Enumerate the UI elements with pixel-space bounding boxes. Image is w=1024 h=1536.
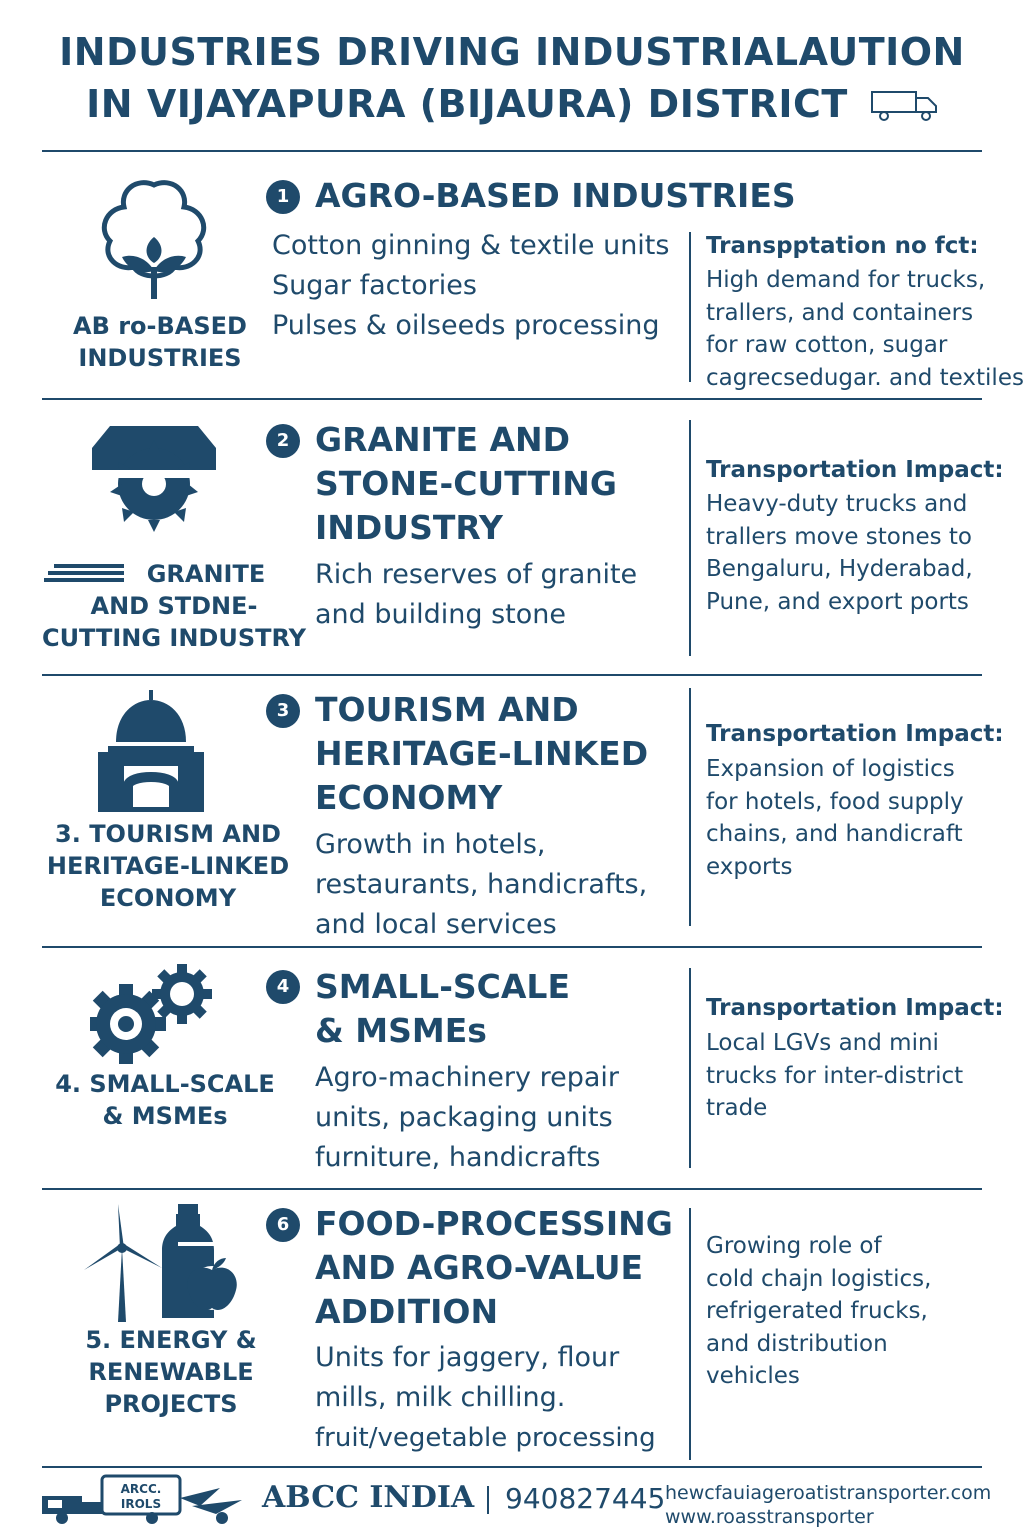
section-number-badge: 4	[266, 970, 300, 1004]
company-logo-truck-icon	[42, 1474, 248, 1526]
icon-label: 4. SMALL-SCALE & MSMEs	[55, 1070, 275, 1130]
impact-title: Transportation Impact:	[706, 995, 1004, 1021]
page-title-line-1: INDUSTRIES DRIVING INDUSTRIALAUTION	[59, 30, 965, 74]
logo-text-2: IROLS	[120, 1497, 162, 1511]
section-number-badge: 3	[266, 694, 300, 728]
footer-separator	[487, 1486, 489, 1514]
wind-turbine-bottle-icon	[84, 1204, 238, 1322]
divider	[42, 398, 982, 400]
brand-name: ABCC INDIA	[262, 1480, 475, 1515]
divider	[42, 674, 982, 676]
impact-title: Transportation Impact:	[706, 721, 1004, 747]
section-number-badge: 2	[266, 424, 300, 458]
icon-label: 5. ENERGY & RENEWABLE PROJECTS	[85, 1326, 257, 1418]
column-divider	[689, 420, 691, 656]
section-heading: TOURISM AND HERITAGE-LINKED ECONOMY	[315, 690, 649, 817]
section-description: Agro-machinery repair units, packaging units furniture, handicrafts	[315, 1062, 619, 1173]
section-heading: AGRO-BASED INDUSTRIES	[315, 176, 796, 215]
icon-label: GRANITE AND STDNE- CUTTING INDUSTRY	[41, 560, 307, 652]
logo-text-1: ARCC.	[120, 1482, 162, 1496]
divider	[42, 1188, 982, 1190]
section-description: Rich reserves of granite and building stone	[315, 559, 638, 630]
phone-number[interactable]: 940827445	[505, 1482, 666, 1515]
column-divider	[689, 968, 691, 1168]
website-link-2[interactable]: www.roasstransporter	[665, 1506, 874, 1528]
impact-text: High demand for trucks, trallers, and containers for raw cotton, sugar cagrecsedugar. and textiles	[706, 267, 1024, 391]
impact-text: Heavy-duty trucks and trallers move stones to Bengaluru, Hyderabad, Pune, and export ports	[706, 491, 973, 615]
section-description: Growth in hotels, restaurants, handicrafts, and local services	[315, 829, 648, 940]
section-number-badge: 6	[266, 1208, 300, 1242]
impact-title: Transportation Impact:	[706, 457, 1004, 483]
section-description: Cotton ginning & textile units Sugar factories Pulses & oilseeds processing	[272, 230, 670, 341]
column-divider	[689, 232, 691, 382]
cotton-plant-icon	[92, 175, 216, 300]
column-divider	[689, 1208, 691, 1460]
section-heading: GRANITE AND STONE-CUTTING INDUSTRY	[315, 420, 617, 547]
impact-title: Transpptation no fct:	[706, 233, 979, 259]
heritage-dome-icon	[98, 690, 204, 812]
section-number-badge: 1	[266, 180, 300, 214]
column-divider	[689, 688, 691, 926]
page-title-line-2: IN VIJAYAPURA (BIJAURA) DISTRICT	[86, 82, 848, 126]
truck-icon	[870, 84, 940, 124]
divider	[42, 150, 982, 152]
section-description: Units for jaggery, flour mills, milk chilling. fruit/vegetable processing	[315, 1342, 656, 1453]
section-heading: FOOD-PROCESSING AND AGRO-VALUE ADDITION	[315, 1204, 673, 1331]
stone-saw-icon	[88, 422, 220, 542]
impact-text: Local LGVs and mini trucks for inter-district trade	[706, 1030, 964, 1121]
website-link-1[interactable]: hewcfauiageroatistransporter.com	[665, 1482, 992, 1504]
icon-label: 3. TOURISM AND HERITAGE-LINKED ECONOMY	[46, 820, 290, 912]
section-heading: SMALL-SCALE & MSMEs	[315, 967, 570, 1050]
icon-label: AB ro-BASED INDUSTRIES	[73, 312, 247, 372]
impact-text: Expansion of logistics for hotels, food supply chains, and handicraft exports	[706, 756, 964, 880]
footer	[0, 1466, 1024, 1536]
impact-text: Growing role of cold chajn logistics, refrigerated frucks, and distribution vehicles	[706, 1233, 932, 1389]
gears-icon	[90, 962, 216, 1066]
divider	[42, 946, 982, 948]
